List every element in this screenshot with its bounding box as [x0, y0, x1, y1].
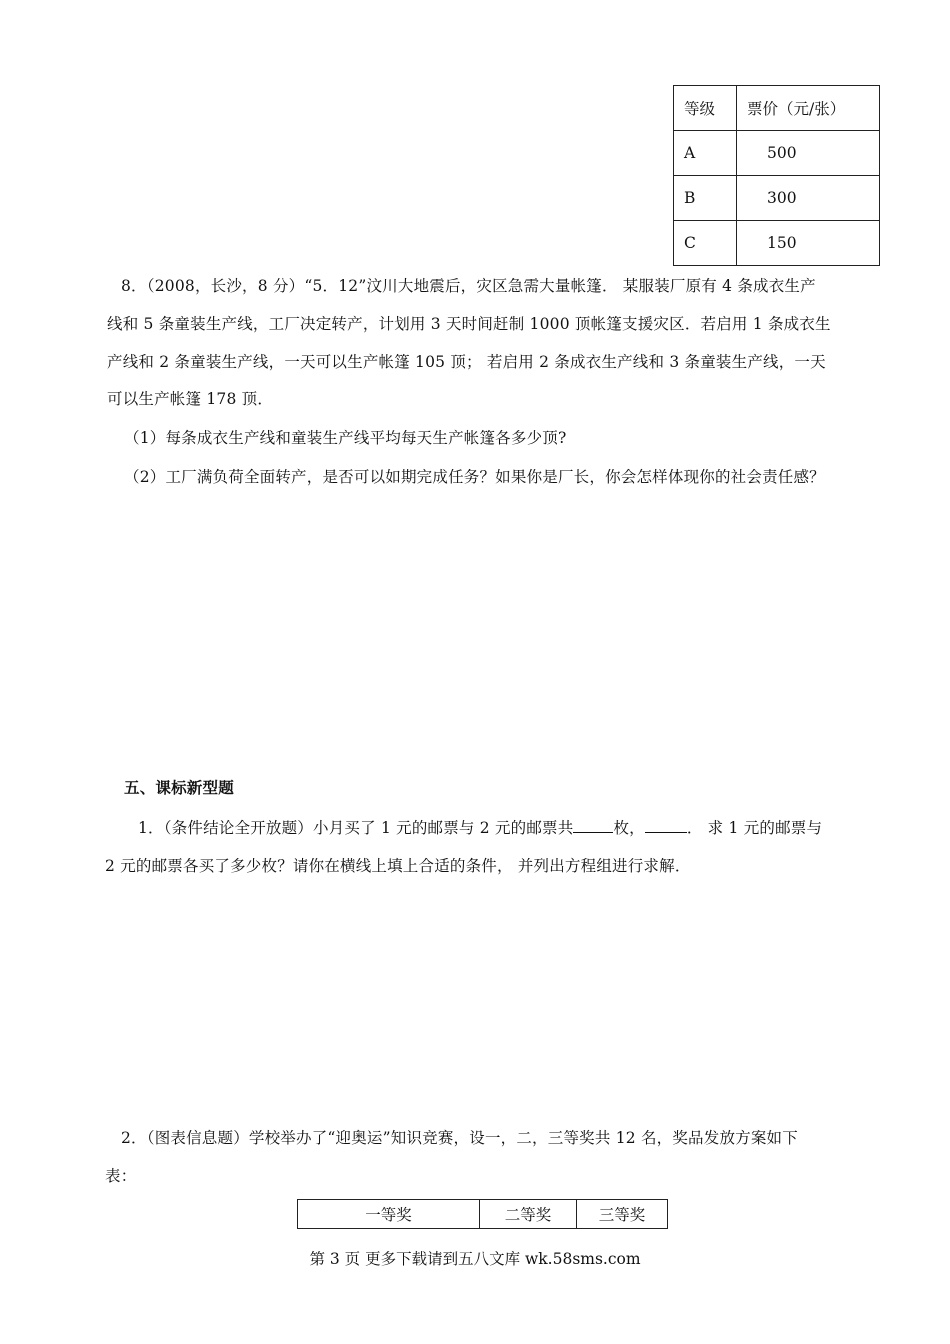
problem1-text-c: ． 求 1 元的邮票与 — [686, 819, 823, 837]
problem8-question1: （1）每条成衣生产线和童装生产线平均每天生产帐篷各多少顶? — [124, 429, 567, 447]
problem8-line2: 线和 5 条童装生产线，工厂决定转产，计划用 3 天时间赶制 1000 顶帐篷支援灾区．若启用 1 条成衣生 — [107, 315, 831, 333]
grade-cell: C — [674, 221, 737, 266]
table-header-row — [674, 86, 880, 131]
answer-blank — [645, 818, 687, 833]
section5-problem1-line1 — [138, 816, 822, 838]
prize-table — [297, 1199, 668, 1229]
page-footer: 第 3 页 更多下载请到五八文库 wk.58sms.com — [309, 1250, 641, 1268]
price-cell: 500 — [737, 131, 880, 176]
header-second-prize: 二等奖 — [480, 1200, 577, 1229]
section5-problem1-line2: 2 元的邮票各买了多少枚？请你在横线上填上合适的条件， 并列出方程组进行求解． — [105, 857, 691, 875]
section-heading: 五、课标新型题 — [124, 778, 234, 797]
table-row — [674, 176, 880, 221]
problem8-line4: 可以生产帐篷 178 顶． — [107, 390, 274, 408]
section5-problem2-line1: 2．（图表信息题）学校举办了“迎奥运”知识竞赛，设一，二，三等奖共 12 名，奖品发放方案如下 — [121, 1129, 798, 1147]
header-first-prize: 一等奖 — [298, 1200, 480, 1229]
problem8-line3: 产线和 2 条童装生产线，一天可以生产帐篷 105 顶； 若启用 2 条成衣生产线和 3 条童装生产线，一天 — [107, 353, 826, 371]
problem8-line1: 8．（2008，长沙，8 分）“5．12”汶川大地震后，灾区急需大量帐篷． 某服装厂原有 4 条成衣生产 — [121, 277, 816, 295]
grade-cell: A — [674, 131, 737, 176]
ticket-price-table — [673, 85, 880, 266]
header-grade: 等级 — [674, 86, 737, 131]
header-price: 票价（元/张） — [737, 86, 880, 131]
price-cell: 300 — [737, 176, 880, 221]
table-row — [674, 221, 880, 266]
table-row — [674, 131, 880, 176]
problem8-question2: （2）工厂满负荷全面转产，是否可以如期完成任务？如果你是厂长，你会怎样体现你的社会责任感？ — [124, 468, 825, 486]
grade-cell: B — [674, 176, 737, 221]
price-cell: 150 — [737, 221, 880, 266]
problem1-text-a: 1．（条件结论全开放题）小月买了 1 元的邮票与 2 元的邮票共 — [138, 819, 574, 837]
table-header-row — [298, 1200, 668, 1229]
section5-problem2-line2: 表： — [105, 1167, 137, 1185]
header-third-prize: 三等奖 — [577, 1200, 668, 1229]
problem1-text-b: 枚， — [613, 819, 645, 837]
answer-blank — [573, 818, 613, 833]
